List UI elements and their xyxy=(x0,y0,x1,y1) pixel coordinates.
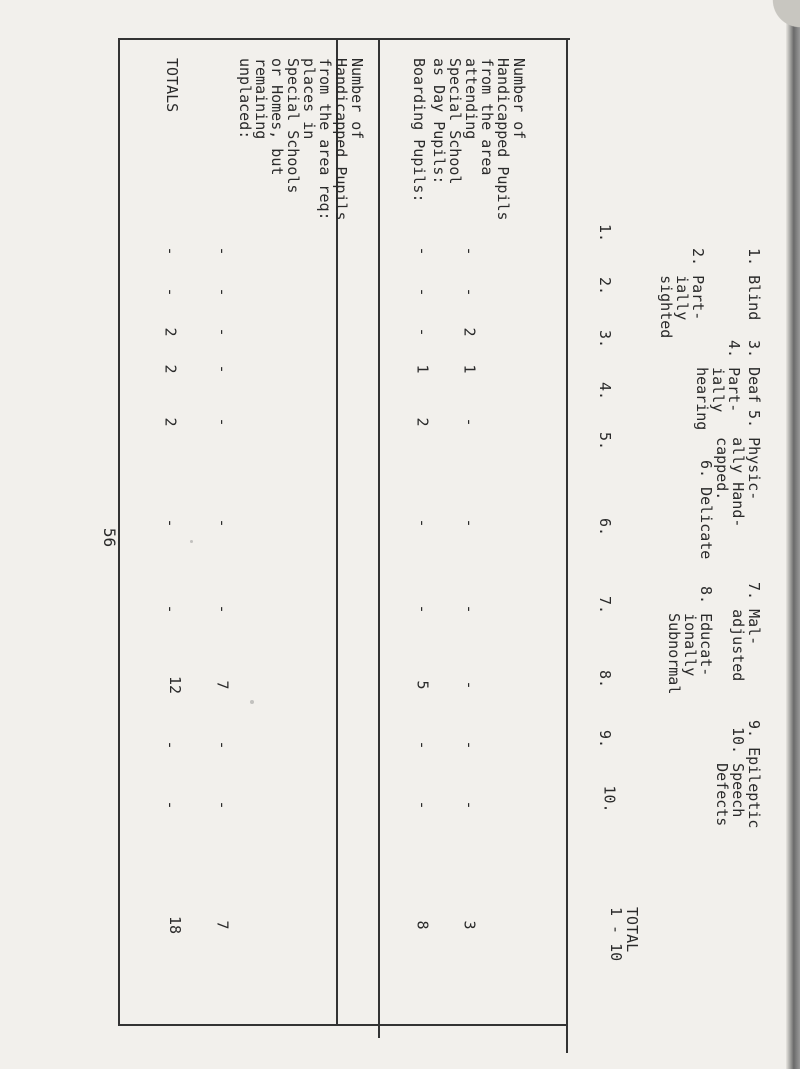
row-label-totals: TOTALS xyxy=(163,58,181,113)
column-number: 7. xyxy=(596,595,615,615)
legend-col-6: 6. Delicate xyxy=(697,460,715,560)
column-number: 6. xyxy=(596,517,615,537)
table-cell: - xyxy=(161,246,180,256)
table-cell: - xyxy=(213,364,232,374)
table-cell-total: 3 xyxy=(460,920,479,930)
legend-col-4: 4. Part- ially hearing xyxy=(693,340,743,431)
table-right-border xyxy=(566,38,568,1053)
column-number: 9. xyxy=(596,729,615,749)
table-cell: - xyxy=(213,246,232,256)
scan-speck xyxy=(190,540,193,543)
table-cell: - xyxy=(161,800,180,810)
table-cell: - xyxy=(413,327,432,337)
column-number: 3. xyxy=(596,329,615,349)
table-cell: - xyxy=(213,417,232,427)
table-cell: - xyxy=(460,800,479,810)
table-cell: - xyxy=(460,680,479,690)
table-cell: - xyxy=(161,518,180,528)
legend-col-9: 9. Epileptic xyxy=(745,720,763,829)
table-cell: - xyxy=(213,740,232,750)
table-cell-total: 8 xyxy=(413,920,432,930)
page-number: 56 xyxy=(100,527,120,548)
table-cell: - xyxy=(413,604,432,614)
table-cell: - xyxy=(460,417,479,427)
column-number: 1. xyxy=(596,223,615,243)
table-cell-total: 7 xyxy=(213,920,232,930)
table-cell: 2 xyxy=(161,327,180,337)
column-number: 8. xyxy=(596,669,615,689)
table-cell: - xyxy=(460,287,479,297)
column-number: 2. xyxy=(596,276,615,296)
table-cell: - xyxy=(213,800,232,810)
table-cell: 5 xyxy=(413,680,432,690)
scan-speck xyxy=(250,700,254,704)
legend-col-1: 1. Blind xyxy=(745,248,763,321)
table-cell: 12 xyxy=(166,675,185,695)
table-cell: - xyxy=(213,518,232,528)
column-number: 10. xyxy=(600,785,619,813)
table-cell: - xyxy=(213,327,232,337)
table-cell: - xyxy=(161,604,180,614)
table-cell: - xyxy=(213,287,232,297)
table-top-rule xyxy=(120,38,570,40)
table-cell: 1 xyxy=(460,364,479,374)
table-cell: 2 xyxy=(460,327,479,337)
table-cell: - xyxy=(413,246,432,256)
column-number: 5. xyxy=(596,431,615,451)
row-label-day-pupils: Number of Handicapped Pupils from the area attending Special School as Day Pupils: xyxy=(430,58,528,221)
row-label-unplaced: Number of Handicapped Pupils from the area req: places in Special Schools or Homes, but remaining unplaced: xyxy=(236,58,366,221)
table-cell: - xyxy=(460,518,479,528)
table-cell: - xyxy=(161,287,180,297)
legend-col-2: 2. Part- ially sighted xyxy=(657,248,707,339)
table-cell: 2 xyxy=(161,417,180,427)
table-cell: - xyxy=(213,604,232,614)
row-divider xyxy=(378,38,380,1038)
column-number: 4. xyxy=(596,381,615,401)
table-cell: 7 xyxy=(213,680,232,690)
legend-col-5: 5. Physic- ally Hand- capped. xyxy=(713,410,763,528)
table-cell: 2 xyxy=(413,417,432,427)
table-cell: - xyxy=(413,800,432,810)
table-cell: - xyxy=(460,740,479,750)
page-corner-fold xyxy=(770,0,800,60)
legend-col-10: 10. Speech Defects xyxy=(713,727,747,827)
legend-col-8: 8. Educat- ionally Subnormal xyxy=(665,586,715,695)
total-column-header: TOTAL 1 - 10 xyxy=(607,907,641,962)
table-cell: - xyxy=(413,287,432,297)
table-cell: 1 xyxy=(413,364,432,374)
table-cell: - xyxy=(413,518,432,528)
legend-col-7: 7. Mal- adjusted xyxy=(729,582,763,682)
table-cell: - xyxy=(460,604,479,614)
table-cell: 2 xyxy=(161,364,180,374)
table-cell: - xyxy=(460,246,479,256)
legend-col-3: 3. Deaf xyxy=(745,340,763,404)
table-cell: - xyxy=(413,740,432,750)
table-cell: - xyxy=(161,740,180,750)
row-label-boarding-pupils: Boarding Pupils: xyxy=(410,58,428,203)
table-bottom-rule xyxy=(118,1024,568,1026)
table-cell-total: 18 xyxy=(166,915,185,935)
page-binding-edge xyxy=(786,0,800,1069)
